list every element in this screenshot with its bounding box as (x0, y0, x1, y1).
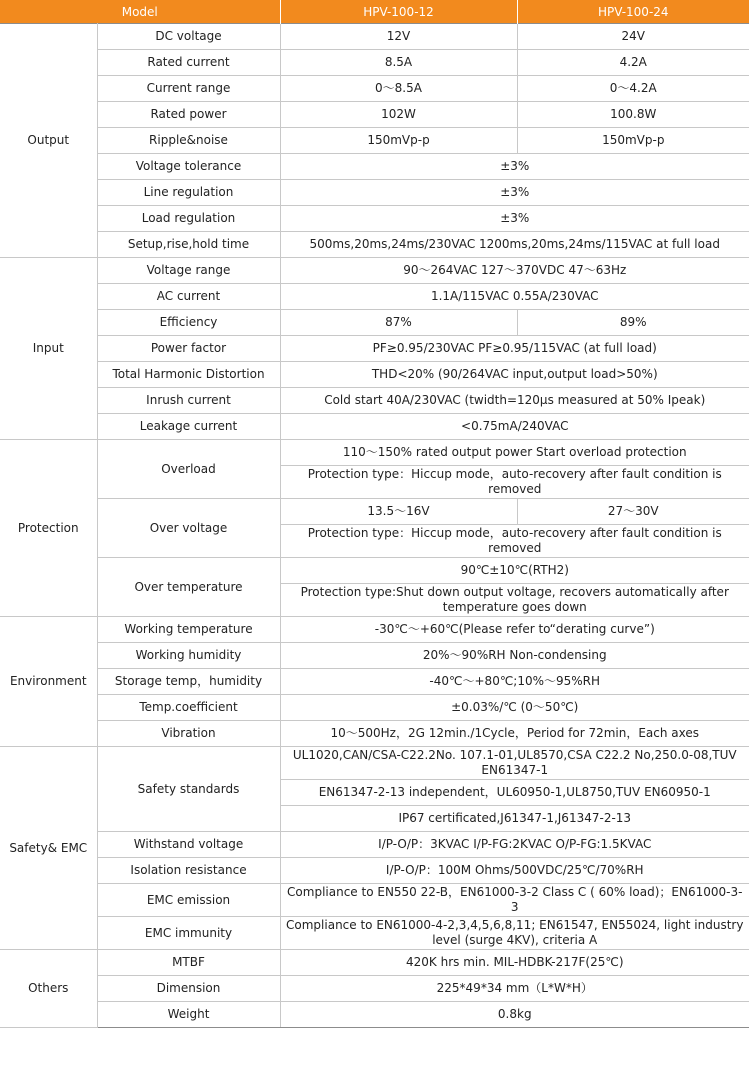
row-value: 0～8.5A (280, 76, 517, 102)
row-value: 0.8kg (280, 1002, 749, 1028)
row-label: Overload (97, 440, 280, 499)
row-value: 89% (517, 310, 749, 336)
header-row (0, 0, 749, 24)
table-row (0, 388, 749, 414)
row-label: Ripple&noise (97, 128, 280, 154)
row-value: 90～264VAC 127～370VDC 47～63Hz (280, 258, 749, 284)
row-value: ±3% (280, 206, 749, 232)
row-value: Cold start 40A/230VAC (twidth=120μs measured at 50% Ipeak) (280, 388, 749, 414)
row-value: 102W (280, 102, 517, 128)
row-value: 4.2A (517, 50, 749, 76)
table-row (0, 617, 749, 643)
table-row (0, 695, 749, 721)
row-label: EMC emission (97, 884, 280, 917)
header-model-1: HPV-100-12 (280, 0, 517, 24)
row-label: MTBF (97, 950, 280, 976)
row-label: Weight (97, 1002, 280, 1028)
row-label: Power factor (97, 336, 280, 362)
table-row (0, 414, 749, 440)
table-row (0, 310, 749, 336)
row-label: Load regulation (97, 206, 280, 232)
table-row (0, 950, 749, 976)
table-row (0, 336, 749, 362)
row-label: DC voltage (97, 24, 280, 50)
row-value: 13.5～16V (280, 499, 517, 525)
row-value: Protection type：Hiccup mode，auto-recovery after fault condition is removed (280, 466, 749, 499)
row-label: Withstand voltage (97, 832, 280, 858)
row-value: THD<20% (90/264VAC input,output load>50%) (280, 362, 749, 388)
table-row (0, 128, 749, 154)
table-row (0, 884, 749, 917)
row-label: Line regulation (97, 180, 280, 206)
group-safety-emc: Safety& EMC (0, 747, 97, 950)
row-value: <0.75mA/240VAC (280, 414, 749, 440)
row-label: Over voltage (97, 499, 280, 558)
row-label: Voltage tolerance (97, 154, 280, 180)
table-row (0, 669, 749, 695)
row-value: 150mVp-p (280, 128, 517, 154)
table-row (0, 258, 749, 284)
row-label: Temp.coefficient (97, 695, 280, 721)
row-label: Vibration (97, 721, 280, 747)
row-value: Compliance to EN61000-4-2,3,4,5,6,8,11; EN61547, EN55024, light industry level (surge 4KV), criteria A (280, 917, 749, 950)
table-row (0, 50, 749, 76)
row-label: Leakage current (97, 414, 280, 440)
table-row (0, 154, 749, 180)
header-model-2: HPV-100-24 (517, 0, 749, 24)
table-row (0, 24, 749, 50)
row-value: I/P-O/P：100M Ohms/500VDC/25℃/70%RH (280, 858, 749, 884)
row-label: Working humidity (97, 643, 280, 669)
row-value: 420K hrs min. MIL-HDBK-217F(25℃) (280, 950, 749, 976)
row-value: Compliance to EN550 22-B，EN61000-3-2 Class C ( 60% load)；EN61000-3-3 (280, 884, 749, 917)
table-row (0, 832, 749, 858)
table-row (0, 362, 749, 388)
row-value: ±3% (280, 154, 749, 180)
table-row (0, 284, 749, 310)
table-row (0, 206, 749, 232)
table-row (0, 721, 749, 747)
row-label: Working temperature (97, 617, 280, 643)
row-value: PF≥0.95/230VAC PF≥0.95/115VAC (at full load) (280, 336, 749, 362)
row-label: Storage temp，humidity (97, 669, 280, 695)
row-value: 27～30V (517, 499, 749, 525)
row-value: UL1020,CAN/CSA-C22.2No. 107.1-01,UL8570,CSA C22.2 No,250.0-08,TUV EN61347-1 (280, 747, 749, 780)
row-label: Inrush current (97, 388, 280, 414)
row-value: 87% (280, 310, 517, 336)
row-value: -30℃～+60℃(Please refer to“derating curve”) (280, 617, 749, 643)
row-value: I/P-O/P：3KVAC I/P-FG:2KVAC O/P-FG:1.5KVAC (280, 832, 749, 858)
table-row (0, 976, 749, 1002)
row-label: Current range (97, 76, 280, 102)
header-model-label: Model (0, 0, 280, 24)
group-protection: Protection (0, 440, 97, 617)
row-value: Protection type:Shut down output voltage, recovers automatically after temperature goes down (280, 584, 749, 617)
group-input: Input (0, 258, 97, 440)
table-row (0, 747, 749, 780)
table-row (0, 499, 749, 525)
group-others: Others (0, 950, 97, 1028)
row-value: 100.8W (517, 102, 749, 128)
row-label: Over temperature (97, 558, 280, 617)
row-label: Isolation resistance (97, 858, 280, 884)
row-value: ±3% (280, 180, 749, 206)
table-row (0, 232, 749, 258)
row-value: EN61347-2-13 independent，UL60950-1,UL8750,TUV EN60950-1 (280, 780, 749, 806)
group-environment: Environment (0, 617, 97, 747)
row-value: 8.5A (280, 50, 517, 76)
row-label: Rated power (97, 102, 280, 128)
row-value: 90℃±10℃(RTH2) (280, 558, 749, 584)
row-value: 150mVp-p (517, 128, 749, 154)
row-label: Setup,rise,hold time (97, 232, 280, 258)
table-row (0, 102, 749, 128)
row-value: 110～150% rated output power Start overload protection (280, 440, 749, 466)
table-row (0, 180, 749, 206)
row-value: 24V (517, 24, 749, 50)
row-label: Safety standards (97, 747, 280, 832)
table-row (0, 643, 749, 669)
row-label: Efficiency (97, 310, 280, 336)
row-label: AC current (97, 284, 280, 310)
row-label: Rated current (97, 50, 280, 76)
table-row (0, 440, 749, 466)
group-output: Output (0, 24, 97, 258)
table-row (0, 917, 749, 950)
table-row (0, 1002, 749, 1028)
table-row (0, 558, 749, 584)
row-value: ±0.03%/℃ (0～50℃) (280, 695, 749, 721)
row-label: Dimension (97, 976, 280, 1002)
row-value: 225*49*34 mm（L*W*H） (280, 976, 749, 1002)
row-value: 12V (280, 24, 517, 50)
row-value: -40℃～+80℃;10%～95%RH (280, 669, 749, 695)
table-row (0, 858, 749, 884)
row-value: 10～500Hz，2G 12min./1Cycle，Period for 72min，Each axes (280, 721, 749, 747)
row-label: EMC immunity (97, 917, 280, 950)
row-label: Total Harmonic Distortion (97, 362, 280, 388)
row-value: 0～4.2A (517, 76, 749, 102)
row-value: Protection type：Hiccup mode，auto-recovery after fault condition is removed (280, 525, 749, 558)
row-value: 1.1A/115VAC 0.55A/230VAC (280, 284, 749, 310)
row-value: 20%～90%RH Non-condensing (280, 643, 749, 669)
table-row (0, 76, 749, 102)
row-value: IP67 certificated,J61347-1,J61347-2-13 (280, 806, 749, 832)
row-label: Voltage range (97, 258, 280, 284)
row-value: 500ms,20ms,24ms/230VAC 1200ms,20ms,24ms/115VAC at full load (280, 232, 749, 258)
